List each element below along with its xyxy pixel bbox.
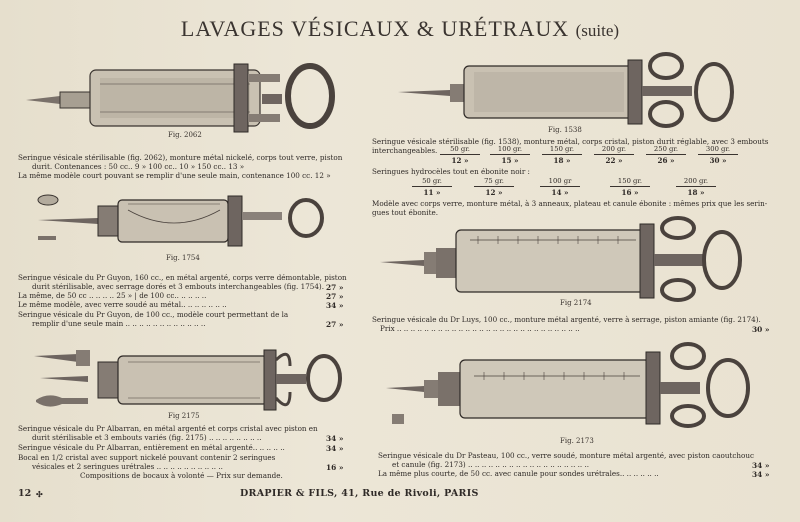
guyon-line-2: durit stérilisable, avec serrage dorés et 3 embouts interchangeables (fig. 1754). [32,282,324,291]
hydrocele-line-2: Modèle avec corps verre, monture métal, à 3 anneaux, plateau et canule ébonite : mêmes prix que les serin- [372,199,768,208]
luys-line-1: Seringue vésicale du Dr Luys, 100 cc., monture métal argenté, verre à serrage, piston amiante (fig. 2174). [372,315,761,324]
syringe-2062-illustration [20,56,340,126]
grid2-cell: 100 gr 14 » [540,177,580,197]
title-suite: (suite) [575,21,620,40]
guyon-line-5: Seringue vésicale du Pr Guyon, de 100 cc., modèle court permettant de la [18,310,289,319]
publisher-address: DRAPIER & FILS, 41, Rue de Rivoli, PARIS [240,488,479,499]
grid1-cell: 250 gr. 26 » [646,145,686,165]
hydrocele-line-1: Seringues hydrocèles tout en ébonite noir : [372,167,530,176]
grid1-cell: 200 gr. 22 » [594,145,634,165]
albarran-line-1: Seringue vésicale du Pr Albarran, en métal argenté et corps cristal avec piston en [18,424,318,433]
albarran-line-2: durit stérilisable et 3 embouts variés (fig. 2175) .. .. .. .. .. .. .. .. [32,433,262,442]
seringue-2062-line-3: La même modèle court pouvant se remplir d'une seule main, contenance 100 cc. 12 » [18,171,331,180]
syringe-2175-illustration [28,340,348,415]
syringe-2174-illustration [378,218,738,300]
luys-line-2: Prix .. .. .. .. .. .. .. .. .. .. .. .. .. .. .. .. .. .. .. .. .. .. .. .. .. .. .. [380,324,580,333]
seringue-2062-line-2: durit. Contenances : 50 cc.. 9 » 100 cc.. 10 » 150 cc.. 13 » [32,162,245,171]
guyon-price-3: 34 » [326,301,344,310]
grid2-cell: 50 gr. 11 » [412,177,452,197]
albarran-line-3: Seringue vésicale du Pr Albarran, entièrement en métal argenté.. .. .. .. .. [18,443,285,452]
luys-price: 30 » [752,325,770,334]
fig-2175-caption: Fig 2175 [168,412,200,420]
bocal-note: Compositions de bocaux à volonté — Prix sur demande. [80,471,283,480]
pasteau-line-2: et canule (fig. 2173) .. .. .. .. .. .. .. .. .. .. .. .. .. .. .. .. .. .. [392,460,590,469]
syringe-2173-illustration [384,342,754,426]
grid1-cell: 150 gr. 18 » [542,145,582,165]
guyon-line-1: Seringue vésicale du Pr Guyon, 160 cc., en métal argenté, corps verre démontable, piston [18,273,347,282]
pasteau-line-3: La même plus courte, de 50 cc. avec canule pour sondes urétrales.. .. .. .. .. .. [378,469,659,478]
pasteau-price-1: 34 » [752,461,770,470]
hydrocele-line-3: gues tout ébonite. [372,208,439,217]
grid2-cell: 150 gr. 16 » [610,177,650,197]
page-number: 12 [18,488,32,499]
syringe-1538-illustration [396,52,746,124]
syringe-1754-illustration [36,186,336,256]
pasteau-price-2: 34 » [752,470,770,479]
guyon-line-4: Le même modèle, avec verre soudé au métal.. .. .. .. .. .. .. [18,300,227,309]
title-main: LAVAGES VÉSICAUX & URÉTRAUX [180,16,570,41]
bocal-line-2: vésicales et 2 seringues urétrales .. .. .. .. .. .. .. .. .. .. [32,462,223,471]
fig-2174-caption: Fig 2174 [560,299,592,307]
pasteau-line-1: Seringue vésicale du Dr Pasteau, 100 cc., verre soudé, monture métal argenté, avec piston caoutchouc [378,451,754,460]
guyon-line-6: remplir d'une seule main .. .. .. .. .. .. .. .. .. .. .. .. [32,319,206,328]
bocal-line-1: Bocal en 1/2 cristal avec support nickelé pouvant contenir 2 seringues [18,453,276,462]
grid1-cell: 100 gr. 15 » [490,145,530,165]
ornament-icon: ✣ [36,489,43,499]
grid1-cell: 50 gr. 12 » [440,145,480,165]
seringue-2062-line-1: Seringue vésicale stérilisable (fig. 2062), monture métal nickelé, corps tout verre, piston [18,153,343,162]
bocal-price: 16 » [326,463,344,472]
seringue-1538-line-2: interchangeables. [372,146,438,155]
guyon-price-2: 27 » [326,292,344,301]
albarran-price-1: 34 » [326,434,344,443]
grid1-cell: 300 gr. 30 » [698,145,738,165]
seringue-1538-line-1: Seringue vésicale stérilisable (fig. 1538), monture métal, corps cristal, piston durit réglable, avec 3 embouts [372,137,769,146]
fig-1538-caption: Fig. 1538 [548,126,582,134]
fig-2062-caption: Fig. 2062 [168,131,202,139]
page-title [0,16,800,42]
guyon-price-1: 27 » [326,283,344,292]
guyon-price-4: 27 » [326,320,344,329]
grid2-cell: 75 gr. 12 » [474,177,514,197]
grid2-cell: 200 gr. 18 » [676,177,716,197]
fig-1754-caption: Fig. 1754 [166,254,200,262]
albarran-price-2: 34 » [326,444,344,453]
fig-2173-caption: Fig. 2173 [560,437,594,445]
guyon-line-3: La même, de 50 cc .. .. .. .. 25 » | de 100 cc.. .. .. .. .. [18,291,207,300]
